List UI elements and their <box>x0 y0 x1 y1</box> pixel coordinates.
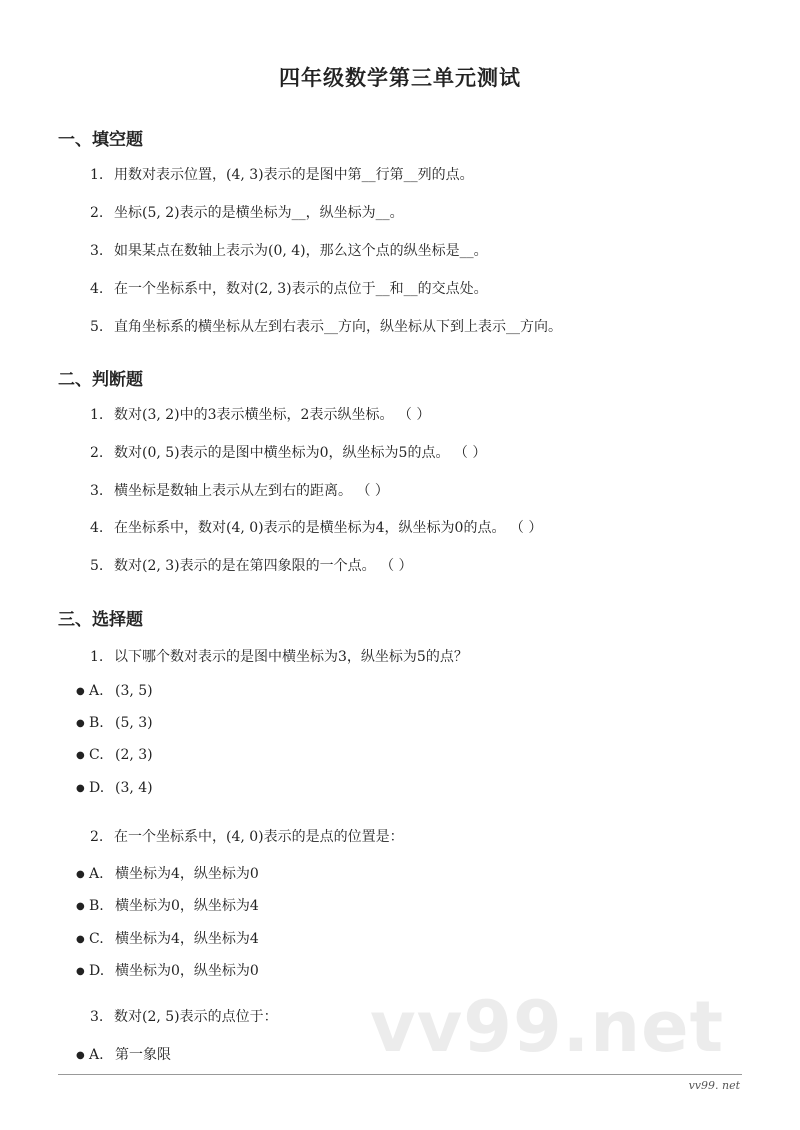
page-title: 四年级数学第三单元测试 <box>279 66 521 90</box>
question-number: 1. <box>90 407 104 423</box>
bullet-icon: ● <box>76 901 85 912</box>
question-number: 2. <box>90 445 104 461</box>
option-text: 横坐标为4，纵坐标为4 <box>115 931 259 947</box>
option-text: 第一象限 <box>115 1047 171 1063</box>
option-text: 横坐标为4，纵坐标为0 <box>115 866 259 882</box>
question-text: 在一个坐标系中，(4, 0)表示的是点的位置是： <box>114 829 404 845</box>
question-text: 在一个坐标系中，数对(2, 3)表示的点位于__和__的交点处。 <box>114 281 488 297</box>
question-number: 3. <box>90 1009 104 1025</box>
question-text: 横坐标是数轴上表示从左到右的距离。 （ ） <box>114 483 389 499</box>
option-item <box>76 895 259 915</box>
bullet-icon: ● <box>76 966 85 977</box>
option-text: (3, 4) <box>115 780 153 796</box>
option-letter: A. <box>89 683 104 699</box>
option-letter: A. <box>89 1047 104 1063</box>
option-text: 横坐标为0，纵坐标为4 <box>115 898 259 914</box>
option-letter: B. <box>89 898 104 914</box>
bullet-icon: ● <box>76 934 85 945</box>
option-item <box>76 928 259 948</box>
option-text: (5, 3) <box>115 715 153 731</box>
question-item <box>90 555 413 575</box>
section-heading-multiple-choice: 三、选择题 <box>58 610 143 630</box>
option-item <box>76 780 153 796</box>
question-text: 如果某点在数轴上表示为(0, 4)，那么这个点的纵坐标是__。 <box>114 243 488 259</box>
question-text: 直角坐标系的横坐标从左到右表示__方向，纵坐标从下到上表示__方向。 <box>114 319 562 335</box>
question-number: 2. <box>90 205 104 221</box>
question-number: 5. <box>90 558 104 574</box>
question-item <box>90 646 468 666</box>
option-letter: A. <box>89 866 104 882</box>
question-number: 3. <box>90 243 104 259</box>
bullet-icon: ● <box>76 1050 85 1061</box>
bullet-icon: ● <box>76 750 85 761</box>
question-number: 3. <box>90 483 104 499</box>
option-item <box>76 863 259 883</box>
section-heading-true-false: 二、判断题 <box>58 370 143 390</box>
bullet-icon: ● <box>76 869 85 880</box>
question-item <box>90 404 430 424</box>
question-number: 5. <box>90 319 104 335</box>
question-text: 在坐标系中，数对(4, 0)表示的是横坐标为4，纵坐标为0的点。 （ ） <box>114 520 543 536</box>
footer-site-text: vv99. net <box>688 1079 740 1092</box>
question-text: 数对(2, 5)表示的点位于： <box>114 1009 278 1025</box>
question-item <box>90 240 488 260</box>
question-text: 数对(0, 5)表示的是图中横坐标为0，纵坐标为5的点。 （ ） <box>114 445 487 461</box>
question-item <box>90 1006 278 1026</box>
question-item <box>90 517 542 537</box>
option-text: 横坐标为0，纵坐标为0 <box>115 963 259 979</box>
question-text: 用数对表示位置，(4, 3)表示的是图中第__行第__列的点。 <box>114 167 474 183</box>
footer-divider <box>58 1074 742 1075</box>
question-number: 4. <box>90 281 104 297</box>
option-item <box>76 715 153 731</box>
question-item <box>90 316 562 336</box>
bullet-icon: ● <box>76 686 85 697</box>
option-letter: D. <box>89 963 105 979</box>
question-item <box>90 164 474 184</box>
question-text: 以下哪个数对表示的是图中横坐标为3，纵坐标为5的点？ <box>114 649 468 665</box>
option-letter: C. <box>89 747 104 763</box>
option-letter: B. <box>89 715 104 731</box>
section-heading-fill-blank: 一、填空题 <box>58 130 143 150</box>
question-item <box>90 442 486 462</box>
question-text: 坐标(5, 2)表示的是横坐标为__，纵坐标为__。 <box>114 205 404 221</box>
bullet-icon: ● <box>76 783 85 794</box>
question-number: 1. <box>90 649 104 665</box>
watermark: vv99.net <box>370 986 725 1068</box>
option-letter: C. <box>89 931 104 947</box>
question-number: 1. <box>90 167 104 183</box>
question-text: 数对(3, 2)中的3表示横坐标，2表示纵坐标。 （ ） <box>114 407 431 423</box>
option-item <box>76 747 153 763</box>
question-number: 2. <box>90 829 104 845</box>
bullet-icon: ● <box>76 718 85 729</box>
option-text: (2, 3) <box>115 747 153 763</box>
question-number: 4. <box>90 520 104 536</box>
option-item <box>76 683 153 699</box>
question-item <box>90 278 488 298</box>
option-text: (3, 5) <box>115 683 153 699</box>
option-letter: D. <box>89 780 105 796</box>
question-item <box>90 202 404 222</box>
question-item <box>90 826 404 846</box>
option-item <box>76 960 259 980</box>
question-item <box>90 480 389 500</box>
question-text: 数对(2, 3)表示的是在第四象限的一个点。 （ ） <box>114 558 413 574</box>
option-item <box>76 1044 171 1064</box>
